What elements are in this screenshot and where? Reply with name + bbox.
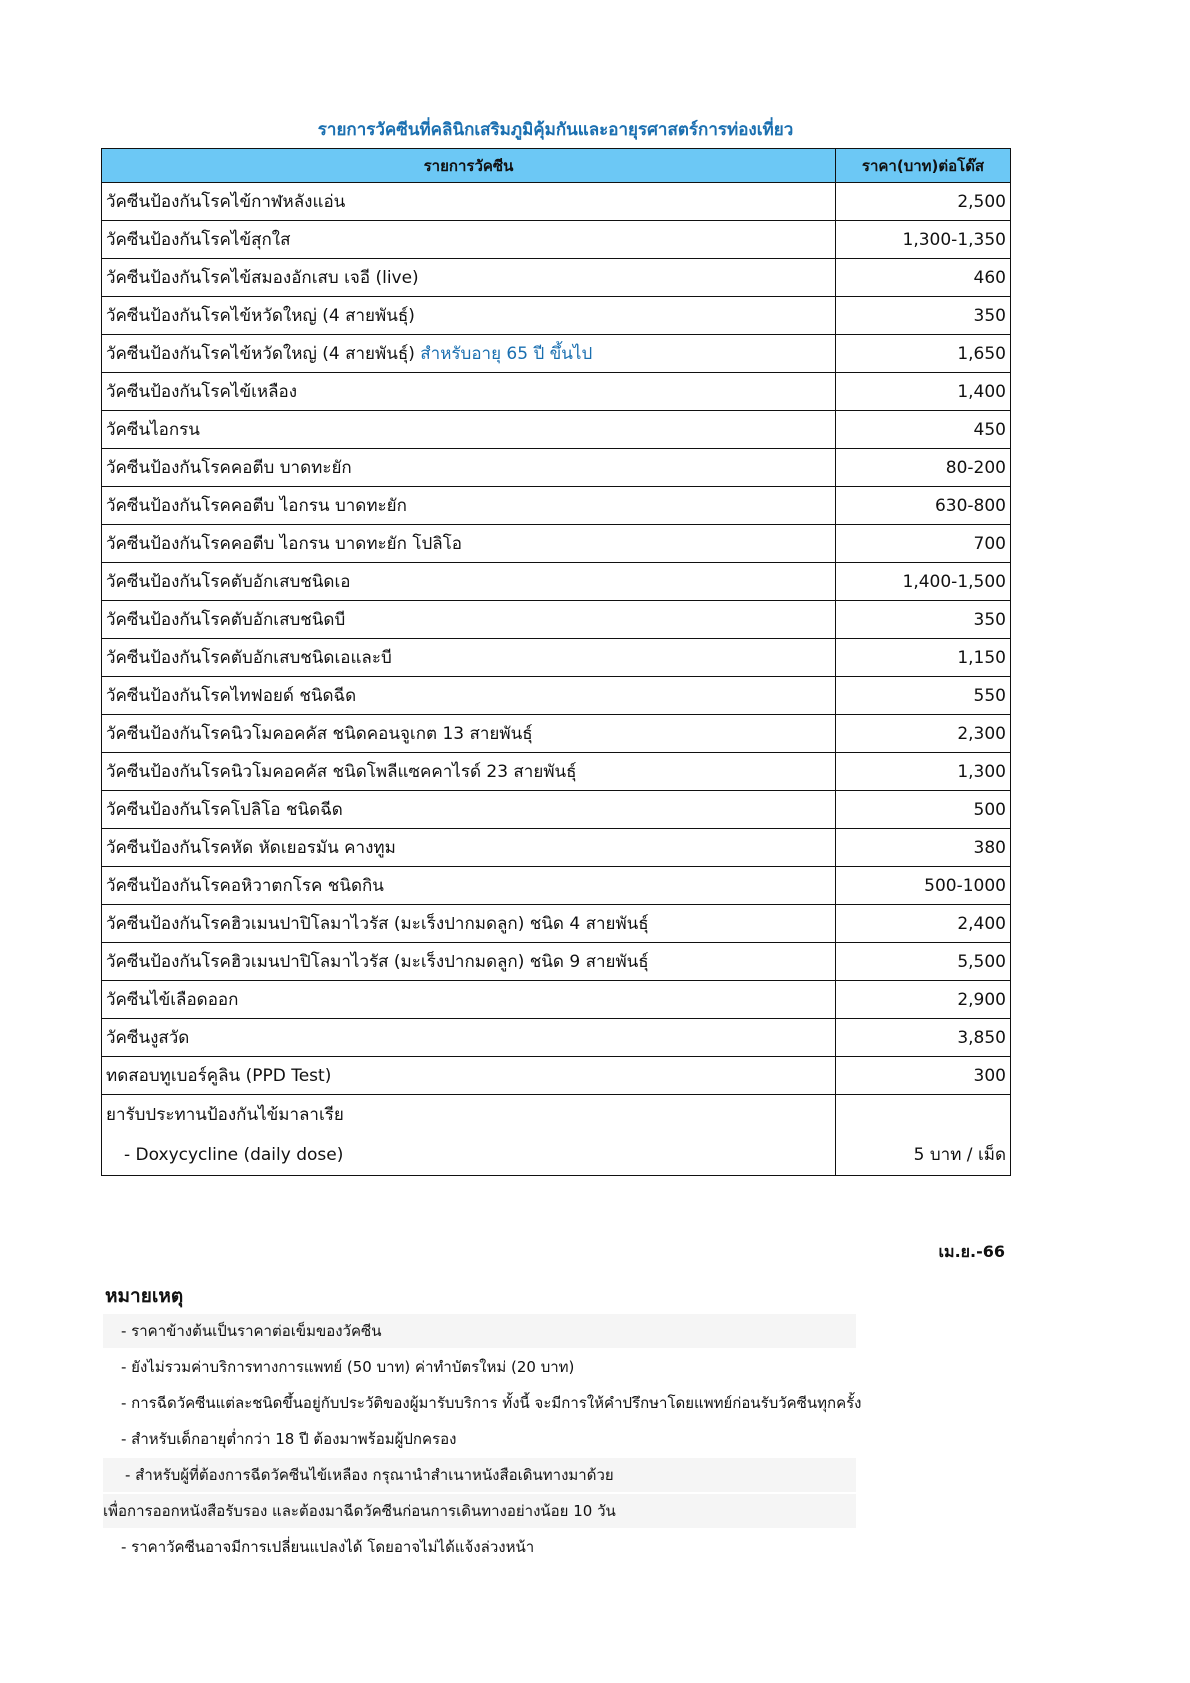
price-cell: 2,500 bbox=[836, 183, 1011, 221]
remark-item: - สำหรับผู้ที่ต้องการฉีดวัคซีนไข้เหลือง กรุณานำสำเนาหนังสือเดินทางมาด้วย bbox=[103, 1458, 856, 1492]
table-row bbox=[102, 1057, 1011, 1095]
table-row bbox=[102, 867, 1011, 905]
vaccine-name: ทดสอบทูเบอร์คูลิน (PPD Test) bbox=[106, 1066, 332, 1086]
price-cell: 3,850 bbox=[836, 1019, 1011, 1057]
price-cell: 1,300 bbox=[836, 753, 1011, 791]
price-cell: 5,500 bbox=[836, 943, 1011, 981]
remark-item: - ราคาข้างต้นเป็นราคาต่อเข็มของวัคซีน bbox=[103, 1314, 856, 1348]
table-row bbox=[102, 411, 1011, 449]
table-row bbox=[102, 259, 1011, 297]
vaccine-name: วัคซีนป้องกันโรคหัด หัดเยอรมัน คางทูม bbox=[106, 838, 396, 858]
remark-item: - การฉีดวัคซีนแต่ละชนิดขึ้นอยู่กับประวัติของผู้มารับบริการ ทั้งนี้ จะมีการให้คำปรึกษาโดยแพทย์ก่อนรับวัคซีนทุกครั้ง bbox=[121, 1394, 862, 1412]
price-cell: 700 bbox=[836, 525, 1011, 563]
table-row bbox=[102, 297, 1011, 335]
vaccine-name: วัคซีนป้องกันโรคไข้สมองอักเสบ เจอี (live) bbox=[106, 268, 419, 288]
vaccine-name-cell bbox=[102, 259, 836, 297]
table-row bbox=[102, 563, 1011, 601]
table-row bbox=[102, 829, 1011, 867]
vaccine-name: วัคซีนป้องกันโรคอหิวาตกโรค ชนิดกิน bbox=[106, 876, 384, 896]
price-cell: 80-200 bbox=[836, 449, 1011, 487]
table-row bbox=[102, 677, 1011, 715]
header-vaccine-list: รายการวัคซีน bbox=[102, 149, 836, 183]
vaccine-name: วัคซีนป้องกันโรคไข้เหลือง bbox=[106, 382, 298, 402]
vaccine-name-cell bbox=[102, 905, 836, 943]
vaccine-name-cell bbox=[102, 563, 836, 601]
vaccine-name: วัคซีนป้องกันโรคฮิวเมนปาปิโลมาไวรัส (มะเร็งปากมดลูก) ชนิด 4 สายพันธุ์ bbox=[106, 914, 649, 934]
table-row bbox=[102, 715, 1011, 753]
remark-item: - สำหรับเด็กอายุต่ำกว่า 18 ปี ต้องมาพร้อมผู้ปกครอง bbox=[121, 1430, 457, 1448]
vaccine-price-table bbox=[101, 148, 1011, 1176]
vaccine-name-cell bbox=[102, 487, 836, 525]
vaccine-name-cell bbox=[102, 715, 836, 753]
table-row bbox=[102, 905, 1011, 943]
table-row bbox=[102, 943, 1011, 981]
price-cell: 300 bbox=[836, 1057, 1011, 1095]
table-row bbox=[102, 335, 1011, 373]
vaccine-name: วัคซีนป้องกันโรคนิวโมคอคคัส ชนิดโพลีแซคคาไรด์ 23 สายพันธุ์ bbox=[106, 762, 577, 782]
vaccine-name-cell bbox=[102, 221, 836, 259]
page-title: รายการวัคซีนที่คลินิกเสริมภูมิคุ้มกันและอายุรศาสตร์การท่องเที่ยว bbox=[317, 120, 794, 140]
date-note: เม.ย.-66 bbox=[938, 1242, 1005, 1261]
table-row bbox=[102, 981, 1011, 1019]
price-cell: 2,300 bbox=[836, 715, 1011, 753]
vaccine-name: วัคซีนป้องกันโรคคอตีบ ไอกรน บาดทะยัก bbox=[106, 496, 407, 516]
table-row bbox=[102, 183, 1011, 221]
vaccine-name: วัคซีนไอกรน bbox=[106, 420, 200, 440]
vaccine-name-cell bbox=[102, 981, 836, 1019]
vaccine-name: วัคซีนป้องกันโรคตับอักเสบชนิดบี bbox=[106, 610, 346, 630]
vaccine-name: วัคซีนป้องกันโรคไข้หวัดใหญ่ (4 สายพันธุ์) bbox=[106, 344, 415, 364]
price-cell: 2,900 bbox=[836, 981, 1011, 1019]
remark-item-continued: เพื่อการออกหนังสือรับรอง และต้องมาฉีดวัคซีนก่อนการเดินทางอย่างน้อย 10 วัน bbox=[103, 1494, 856, 1528]
vaccine-name: วัคซีนป้องกันโรคตับอักเสบชนิดเอ bbox=[106, 572, 351, 592]
vaccine-name-cell bbox=[102, 297, 836, 335]
table-row bbox=[102, 373, 1011, 411]
price-cell: 500-1000 bbox=[836, 867, 1011, 905]
vaccine-name: วัคซีนป้องกันโรคคอตีบ ไอกรน บาดทะยัก โปลิโอ bbox=[106, 534, 463, 554]
table-row bbox=[102, 791, 1011, 829]
vaccine-name: วัคซีนป้องกันโรคไข้หวัดใหญ่ (4 สายพันธุ์) bbox=[106, 306, 415, 326]
table-row-malaria bbox=[102, 1095, 1011, 1176]
remark-item: - ยังไม่รวมค่าบริการทางการแพทย์ (50 บาท) ค่าทำบัตรใหม่ (20 บาท) bbox=[121, 1358, 575, 1376]
price-cell: 350 bbox=[836, 601, 1011, 639]
price-cell: 450 bbox=[836, 411, 1011, 449]
vaccine-name: วัคซีนป้องกันโรคตับอักเสบชนิดเอและบี bbox=[106, 648, 392, 668]
vaccine-name: วัคซีนงูสวัด bbox=[106, 1028, 190, 1048]
vaccine-name: วัคซีนป้องกันโรคไข้กาฬหลังแอ่น bbox=[106, 192, 346, 212]
price-cell: 350 bbox=[836, 297, 1011, 335]
price-cell: 2,400 bbox=[836, 905, 1011, 943]
price-cell: 630-800 bbox=[836, 487, 1011, 525]
vaccine-name: วัคซีนป้องกันโรคฮิวเมนปาปิโลมาไวรัส (มะเร็งปากมดลูก) ชนิด 9 สายพันธุ์ bbox=[106, 952, 649, 972]
remark-item: - ราคาวัคซีนอาจมีการเปลี่ยนแปลงได้ โดยอาจไม่ได้แจ้งล่วงหน้า bbox=[121, 1538, 535, 1556]
vaccine-name-cell bbox=[102, 829, 836, 867]
vaccine-name-cell bbox=[102, 335, 836, 373]
price-cell: 1,150 bbox=[836, 639, 1011, 677]
table-row bbox=[102, 639, 1011, 677]
table-row bbox=[102, 487, 1011, 525]
header-price-per-dose: ราคา(บาท)ต่อโด๊ส bbox=[836, 149, 1011, 183]
table-row bbox=[102, 221, 1011, 259]
doxycycline-label: - Doxycycline (daily dose) bbox=[124, 1145, 344, 1165]
price-cell: 460 bbox=[836, 259, 1011, 297]
price-cell: 1,400-1,500 bbox=[836, 563, 1011, 601]
price-cell: 5 บาท / เม็ด bbox=[836, 1095, 1011, 1176]
vaccine-name-cell bbox=[102, 791, 836, 829]
vaccine-name-cell bbox=[102, 1057, 836, 1095]
vaccine-name-cell bbox=[102, 867, 836, 905]
price-cell: 1,300-1,350 bbox=[836, 221, 1011, 259]
vaccine-name: วัคซีนป้องกันโรคไข้สุกใส bbox=[106, 230, 291, 250]
vaccine-name-cell bbox=[102, 525, 836, 563]
price-cell: 1,400 bbox=[836, 373, 1011, 411]
vaccine-name-cell bbox=[102, 639, 836, 677]
vaccine-name-cell bbox=[102, 1019, 836, 1057]
malaria-drug-label: ยารับประทานป้องกันไข้มาลาเรีย bbox=[106, 1105, 344, 1125]
vaccine-name-cell bbox=[102, 753, 836, 791]
table-row bbox=[102, 449, 1011, 487]
vaccine-name-cell bbox=[102, 183, 836, 221]
table-row bbox=[102, 1019, 1011, 1057]
vaccine-name: วัคซีนไข้เลือดออก bbox=[106, 990, 239, 1010]
vaccine-name: วัคซีนป้องกันโรคโปลิโอ ชนิดฉีด bbox=[106, 800, 343, 820]
vaccine-name-cell bbox=[102, 943, 836, 981]
vaccine-name: วัคซีนป้องกันโรคคอตีบ บาดทะยัก bbox=[106, 458, 352, 478]
price-cell: 1,650 bbox=[836, 335, 1011, 373]
vaccine-name-cell bbox=[102, 411, 836, 449]
vaccine-name: วัคซีนป้องกันโรคนิวโมคอคคัส ชนิดคอนจูเกต 13 สายพันธุ์ bbox=[106, 724, 533, 744]
vaccine-name-cell bbox=[102, 601, 836, 639]
table-row bbox=[102, 525, 1011, 563]
price-cell: 500 bbox=[836, 791, 1011, 829]
vaccine-name-cell bbox=[102, 677, 836, 715]
price-cell: 380 bbox=[836, 829, 1011, 867]
remarks-title: หมายเหตุ bbox=[105, 1285, 184, 1307]
vaccine-name-cell bbox=[102, 1095, 836, 1176]
vaccine-name-cell bbox=[102, 373, 836, 411]
age-note: สำหรับอายุ 65 ปี ขึ้นไป bbox=[420, 344, 593, 364]
table-row bbox=[102, 601, 1011, 639]
vaccine-name: วัคซีนป้องกันโรคไทฟอยด์ ชนิดฉีด bbox=[106, 686, 357, 706]
vaccine-name-cell bbox=[102, 449, 836, 487]
table-row bbox=[102, 753, 1011, 791]
table-header-row bbox=[102, 149, 1011, 183]
price-cell: 550 bbox=[836, 677, 1011, 715]
